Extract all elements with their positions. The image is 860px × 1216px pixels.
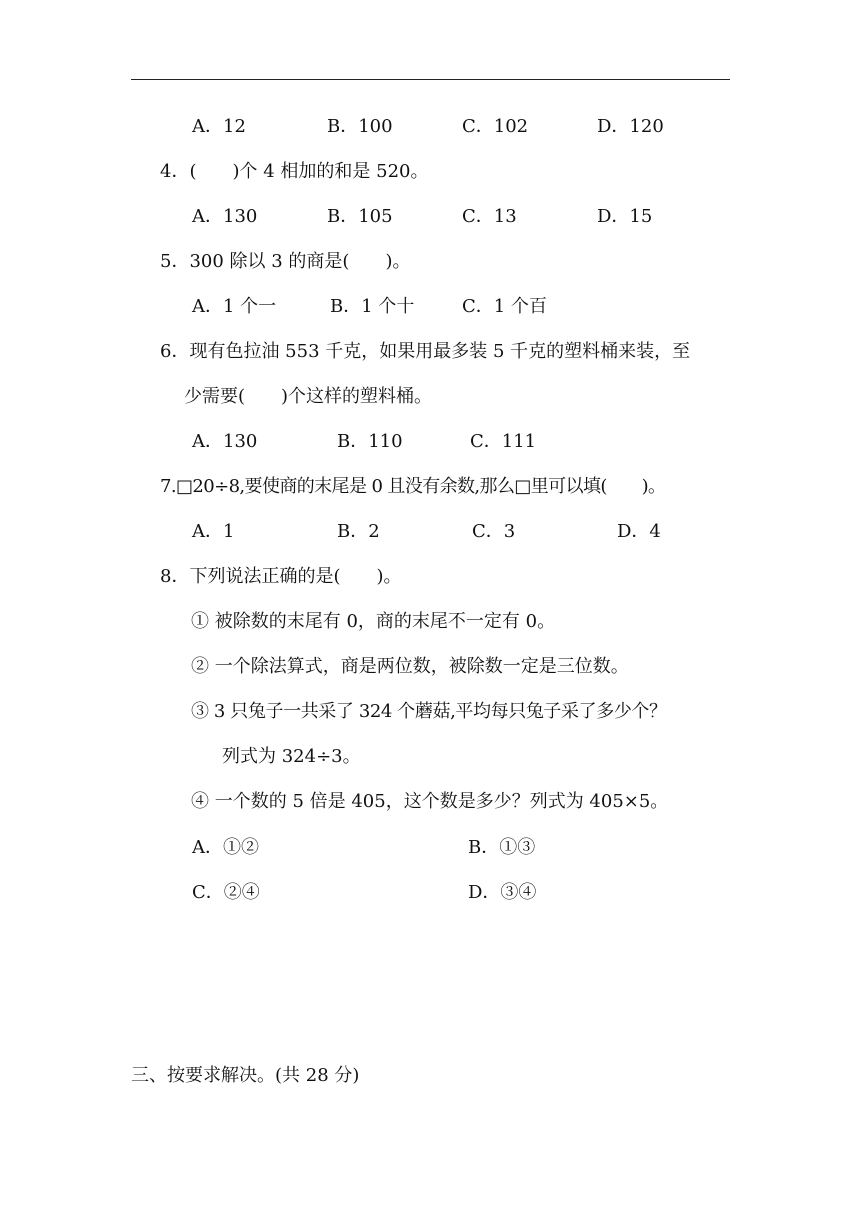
q6-option-a[interactable]: A．130 <box>192 431 258 452</box>
q5-option-b[interactable]: B．1 个十 <box>330 296 415 317</box>
q6-option-b[interactable]: B．110 <box>337 431 403 452</box>
q8-stem: 8．下列说法正确的是( )。 <box>160 566 402 587</box>
section-3-heading: 三、按要求解决。(共 28 分) <box>131 1065 360 1086</box>
q8-statement-4: ④ 一个数的 5 倍是 405，这个数是多少？列式为 405×5。 <box>191 791 669 812</box>
q8-option-d[interactable]: D．③④ <box>468 882 537 903</box>
q5-option-a[interactable]: A．1 个一 <box>192 296 277 317</box>
q8-statement-2: ② 一个除法算式，商是两位数，被除数一定是三位数。 <box>191 656 629 677</box>
q8-statement-3: ③ 3 只兔子一共采了 324 个蘑菇,平均每只兔子采了多少个？ <box>191 701 667 722</box>
header-rule <box>131 79 730 80</box>
q8-option-a[interactable]: A．①② <box>192 837 259 858</box>
q7-stem: 7.□20÷8,要使商的末尾是 0 且没有余数,那么□里可以填( )。 <box>160 476 666 497</box>
q7-option-c[interactable]: C．3 <box>472 521 516 542</box>
q4-option-a[interactable]: A．130 <box>192 206 258 227</box>
q8-statement-3-continued: 列式为 324÷3。 <box>222 746 361 767</box>
q5-option-c[interactable]: C．1 个百 <box>462 296 547 317</box>
q3-option-c[interactable]: C．102 <box>462 116 529 137</box>
q7-option-a[interactable]: A．1 <box>192 521 235 542</box>
q7-option-d[interactable]: D．4 <box>617 521 661 542</box>
q3-option-b[interactable]: B．100 <box>327 116 393 137</box>
q8-statement-1: ① 被除数的末尾有 0，商的末尾不一定有 0。 <box>191 611 556 632</box>
q6-option-c[interactable]: C．111 <box>470 431 537 452</box>
q4-option-b[interactable]: B．105 <box>327 206 393 227</box>
q3-option-d[interactable]: D．120 <box>597 116 664 137</box>
q3-option-a[interactable]: A．12 <box>192 116 246 137</box>
q6-stem-line-2: 少需要( )个这样的塑料桶。 <box>184 386 433 407</box>
q8-option-b[interactable]: B．①③ <box>468 837 536 858</box>
q7-option-b[interactable]: B．2 <box>337 521 380 542</box>
q6-stem-line-1: 6．现有色拉油 553 千克，如果用最多装 5 千克的塑料桶来装，至 <box>160 341 691 362</box>
q4-stem: 4．( )个 4 相加的和是 520。 <box>160 161 429 182</box>
q4-option-d[interactable]: D．15 <box>597 206 653 227</box>
q4-option-c[interactable]: C．13 <box>462 206 517 227</box>
q8-option-c[interactable]: C．②④ <box>192 882 260 903</box>
q5-stem: 5．300 除以 3 的商是( )。 <box>160 251 411 272</box>
